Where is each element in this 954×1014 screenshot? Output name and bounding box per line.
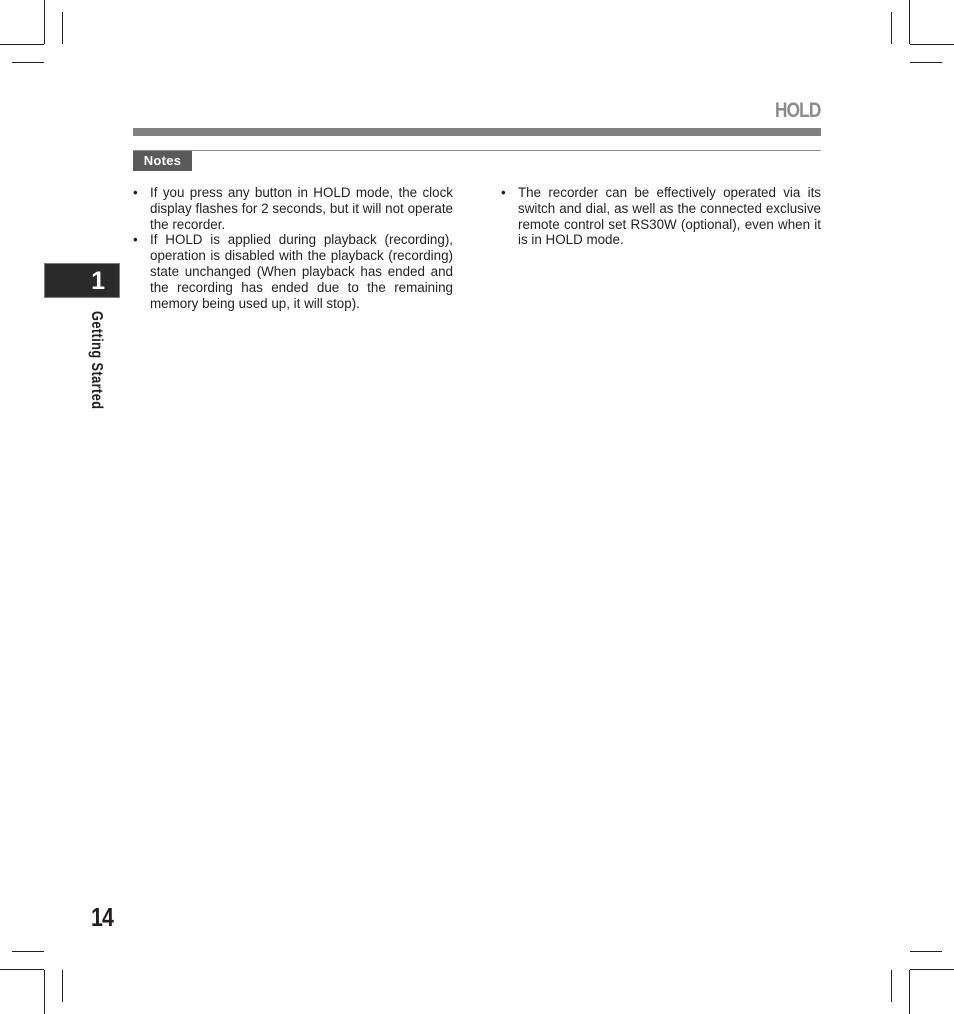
crop-mark	[891, 12, 892, 44]
crop-mark	[44, 970, 45, 1014]
note-item	[501, 185, 821, 248]
crop-mark	[909, 0, 910, 44]
crop-mark	[910, 951, 942, 952]
crop-mark	[910, 62, 942, 63]
chapter-title: Getting Started	[88, 311, 105, 410]
chapter-tab	[44, 263, 120, 298]
crop-mark	[910, 44, 954, 45]
crop-mark	[891, 970, 892, 1002]
note-text: If HOLD is applied during playback (recording), operation is disabled with the playback (recording) state unchanged (When playback has ended and the recording has ended due to the remaining memory being used up, it will stop).	[150, 232, 453, 311]
note-text: If you press any button in HOLD mode, the clock display flashes for 2 seconds, but it will not operate the recorder.	[150, 185, 453, 232]
notes-divider	[133, 150, 821, 151]
note-text: The recorder can be effectively operated via its switch and dial, as well as the connected exclusive remote control set RS30W (optional), even when it is in HOLD mode.	[518, 185, 821, 248]
crop-mark	[0, 44, 44, 45]
notes-label: Notes	[133, 151, 192, 171]
crop-mark	[12, 951, 44, 952]
bullet: •	[133, 232, 138, 248]
section-title: HOLD	[774, 99, 820, 122]
crop-mark	[910, 969, 954, 970]
note-item	[133, 185, 453, 232]
title-bar	[133, 128, 821, 136]
notes-left-column	[133, 185, 453, 311]
crop-mark	[44, 0, 45, 44]
notes-right-column	[501, 185, 821, 248]
crop-mark	[909, 970, 910, 1014]
bullet: •	[133, 185, 138, 200]
bullet: •	[501, 185, 506, 200]
crop-mark	[62, 970, 63, 1002]
crop-mark	[12, 62, 44, 63]
chapter-number: 1	[91, 267, 105, 295]
crop-mark	[62, 12, 63, 44]
crop-mark	[0, 969, 44, 970]
note-item	[133, 232, 453, 311]
page-number: 14	[91, 902, 114, 932]
